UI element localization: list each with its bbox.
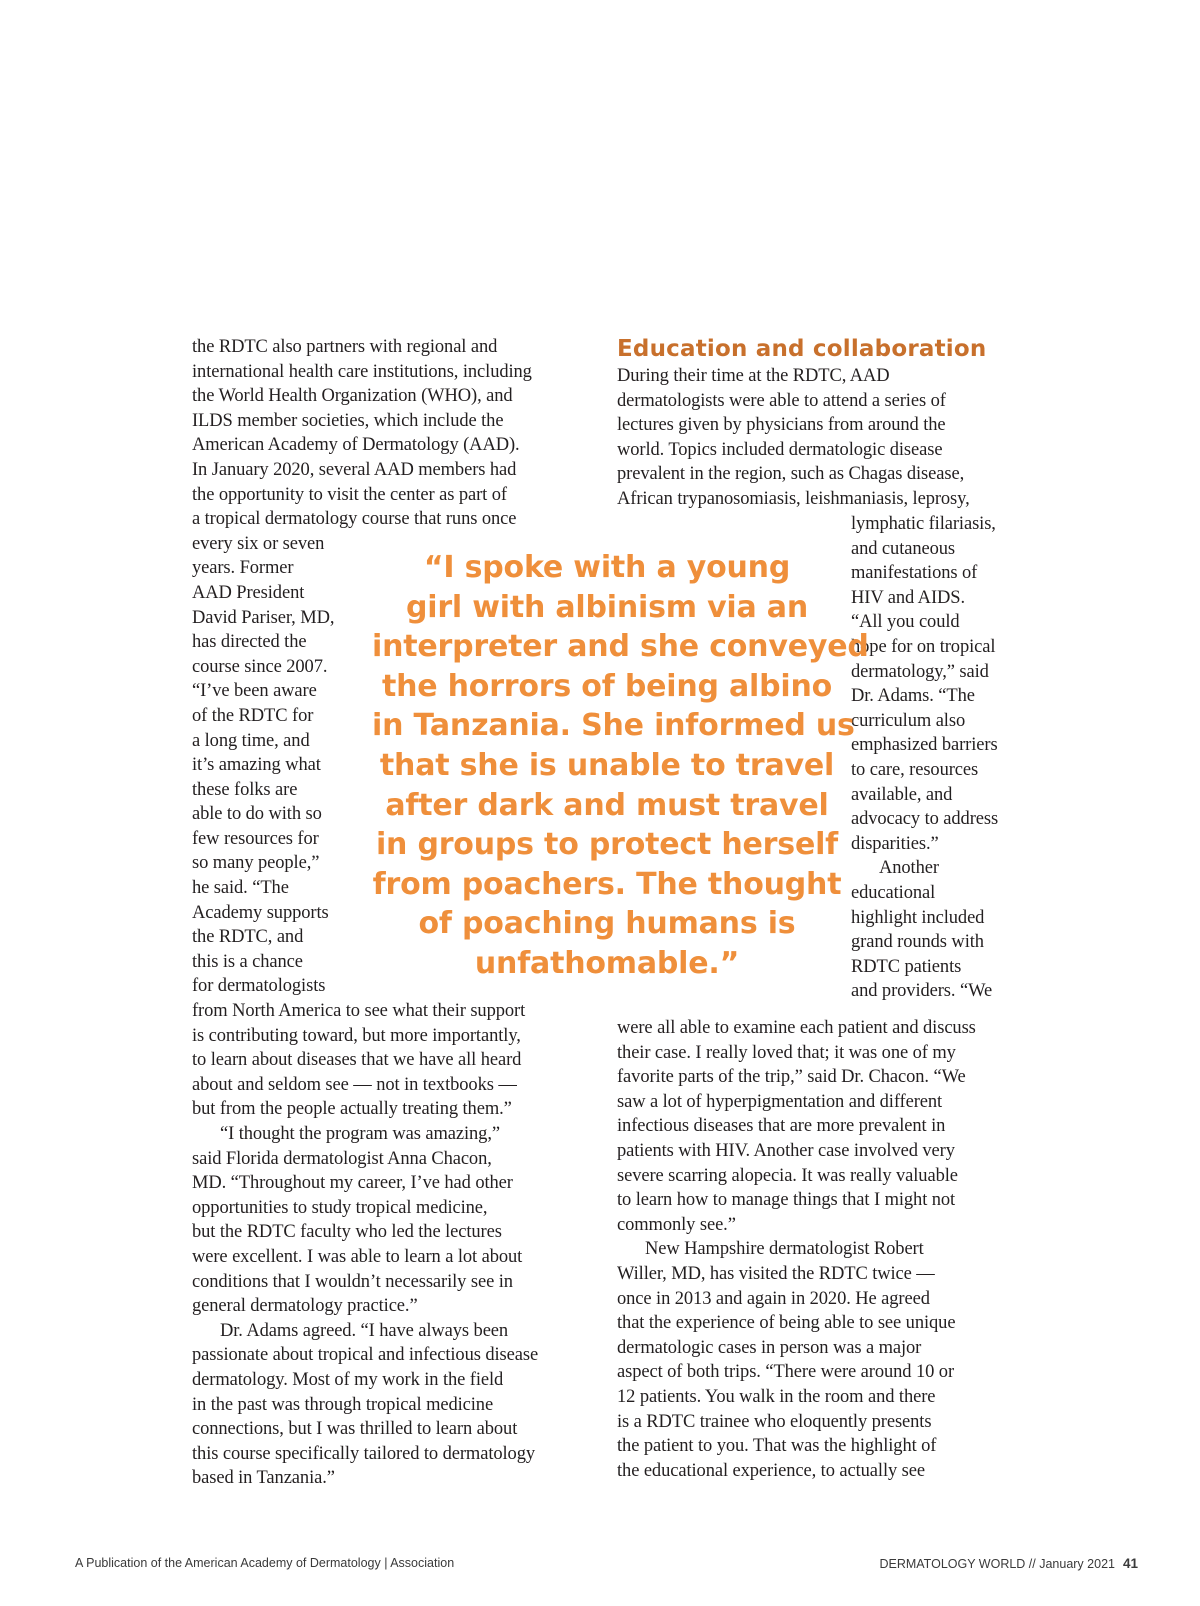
body-line: he said. “The: [192, 878, 289, 899]
body-line: disparities.”: [851, 833, 939, 854]
body-line: AAD President: [192, 582, 305, 603]
body-line: once in 2013 and again in 2020. He agreed: [617, 1288, 930, 1309]
body-line: Willer, MD, has visited the RDTC twice —: [617, 1263, 935, 1284]
body-line: were excellent. I was able to learn a lot about: [192, 1246, 523, 1267]
body-line: but the RDTC faculty who led the lectures: [192, 1222, 502, 1243]
body-line: dermatology,” said: [851, 661, 989, 682]
body-line: few resources for: [192, 828, 319, 849]
body-line: every six or seven: [192, 533, 325, 554]
body-line: highlight included: [851, 907, 985, 928]
body-line: MD. “Throughout my career, I’ve had other: [192, 1173, 513, 1194]
body-line: a long time, and: [192, 730, 310, 751]
column-2-bottom: [617, 1016, 976, 1483]
body-line: to learn how to manage things that I might not: [617, 1190, 956, 1211]
body-line: is contributing toward, but more importantly,: [192, 1025, 521, 1046]
column-2-narrow: [851, 512, 998, 1004]
body-line: emphasized barriers: [851, 735, 998, 756]
footer-publication: A Publication of the American Academy of Dermatology | Association: [75, 1556, 455, 1570]
body-line: Academy supports: [192, 902, 329, 923]
body-line: based in Tanzania.”: [192, 1468, 335, 1489]
body-line: passionate about tropical and infectious disease: [192, 1345, 539, 1366]
body-line: Dr. Adams agreed. “I have always been: [220, 1320, 509, 1341]
body-line: and providers. “We: [851, 981, 993, 1002]
body-line: dermatology. Most of my work in the field: [192, 1369, 504, 1390]
body-line: said Florida dermatologist Anna Chacon,: [192, 1148, 492, 1169]
body-line: dermatologic cases in person was a major: [617, 1337, 922, 1358]
body-line: has directed the: [192, 632, 307, 653]
pull-quote-line: in groups to protect herself: [375, 827, 839, 863]
body-line: for dermatologists: [192, 976, 326, 997]
body-line: curriculum also: [851, 710, 966, 731]
body-line: In January 2020, several AAD members had: [192, 459, 517, 480]
body-line: severe scarring alopecia. It was really valuable: [617, 1165, 958, 1186]
body-line: Dr. Adams. “The: [851, 686, 975, 707]
pull-quote-line: girl with albinism via an: [405, 589, 809, 625]
body-line: favorite parts of the trip,” said Dr. Chacon. “We: [617, 1067, 966, 1088]
pull-quote-line: interpreter and she conveyed: [372, 629, 869, 665]
body-line: During their time at the RDTC, AAD: [617, 366, 890, 386]
body-line: lectures given by physicians from around the: [617, 415, 946, 436]
section-heading: Education and collaboration: [617, 336, 987, 362]
body-line: connections, but I was thrilled to learn about: [192, 1419, 518, 1440]
body-line: this is a chance: [192, 951, 303, 972]
body-line: RDTC patients: [851, 956, 962, 977]
body-line: advocacy to address: [851, 809, 999, 830]
body-line: so many people,”: [192, 853, 320, 874]
body-line: able to do with so: [192, 804, 322, 825]
pull-quote-line: after dark and must travel: [385, 787, 829, 823]
body-line: commonly see.”: [617, 1214, 736, 1235]
body-line: years. Former: [192, 558, 294, 579]
body-line: the educational experience, to actually see: [617, 1460, 925, 1481]
body-line: lymphatic filariasis,: [851, 514, 996, 534]
body-line: a tropical dermatology course that runs once: [192, 509, 517, 530]
body-line: patients with HIV. Another case involved very: [617, 1140, 955, 1161]
body-line: manifestations of: [851, 563, 978, 584]
body-line: of the RDTC for: [192, 705, 314, 726]
pull-quote-line: in Tanzania. She informed us: [372, 708, 855, 744]
body-line: the World Health Organization (WHO), and: [192, 386, 513, 407]
body-line: “All you could: [851, 612, 960, 633]
body-line: their case. I really loved that; it was one of my: [617, 1042, 956, 1063]
pull-quote-line: that she is unable to travel: [379, 747, 835, 783]
body-line: to learn about diseases that we have all heard: [192, 1050, 522, 1071]
body-line: aspect of both trips. “There were around 10 or: [617, 1362, 955, 1383]
body-line: about and seldom see — not in textbooks —: [192, 1074, 517, 1095]
body-line: course since 2007.: [192, 656, 328, 677]
body-line: but from the people actually treating them.”: [192, 1099, 512, 1120]
body-line: saw a lot of hyperpigmentation and different: [617, 1091, 943, 1112]
body-line: the RDTC also partners with regional and: [192, 337, 498, 357]
body-line: infectious diseases that are more prevalent in: [617, 1116, 946, 1137]
pull-quote: [372, 548, 869, 984]
body-line: general dermatology practice.”: [192, 1296, 418, 1317]
body-line: it’s amazing what: [192, 755, 321, 776]
body-line: David Pariser, MD,: [192, 607, 335, 628]
body-line: New Hampshire dermatologist Robert: [645, 1239, 924, 1260]
body-line: dermatologists were able to attend a series of: [617, 390, 946, 411]
body-line: available, and: [851, 784, 953, 805]
body-line: is a RDTC trainee who eloquently presents: [617, 1411, 932, 1432]
pull-quote-line: from poachers. The thought: [372, 866, 842, 902]
body-line: this course specifically tailored to dermatology: [192, 1443, 535, 1464]
footer-issue-label: DERMATOLOGY WORLD // January 2021: [879, 1557, 1115, 1571]
body-line: that the experience of being able to see unique: [617, 1313, 956, 1334]
body-line: African trypanosomiasis, leishmaniasis, leprosy,: [617, 488, 970, 509]
pull-quote-line: the horrors of being albino: [381, 668, 833, 704]
body-line: 12 patients. You walk in the room and there: [617, 1386, 936, 1407]
column-2-top: [617, 364, 970, 512]
body-line: world. Topics included dermatologic disease: [617, 439, 943, 460]
body-line: grand rounds with: [851, 932, 984, 953]
body-line: opportunities to study tropical medicine,: [192, 1197, 488, 1218]
body-line: educational: [851, 882, 936, 903]
pull-quote-line: unfathomable.”: [474, 945, 740, 981]
body-line: these folks are: [192, 779, 298, 800]
body-line: the opportunity to visit the center as part of: [192, 484, 507, 505]
body-line: prevalent in the region, such as Chagas disease,: [617, 464, 965, 485]
footer-issue: [879, 1556, 1138, 1571]
pull-quote-line: of poaching humans is: [418, 906, 796, 942]
body-line: from North America to see what their support: [192, 1001, 526, 1022]
body-line: American Academy of Dermatology (AAD).: [192, 435, 520, 456]
body-line: the RDTC, and: [192, 927, 304, 948]
body-line: in the past was through tropical medicine: [192, 1394, 494, 1415]
body-line: HIV and AIDS.: [851, 587, 965, 608]
body-line: “I thought the program was amazing,”: [220, 1124, 500, 1144]
body-line: the patient to you. That was the highlight of: [617, 1436, 937, 1457]
body-line: international health care institutions, including: [192, 361, 532, 382]
body-line: Another: [879, 858, 939, 879]
pull-quote-line: “I spoke with a young: [423, 550, 791, 585]
body-line: “I’ve been aware: [192, 681, 317, 702]
body-line: were all able to examine each patient and discuss: [617, 1018, 976, 1038]
body-line: to care, resources: [851, 759, 979, 780]
body-line: and cutaneous: [851, 538, 956, 559]
body-line: hope for on tropical: [851, 636, 996, 657]
body-line: conditions that I wouldn’t necessarily see in: [192, 1271, 513, 1292]
body-line: ILDS member societies, which include the: [192, 410, 504, 431]
page-number: 41: [1122, 1556, 1138, 1571]
